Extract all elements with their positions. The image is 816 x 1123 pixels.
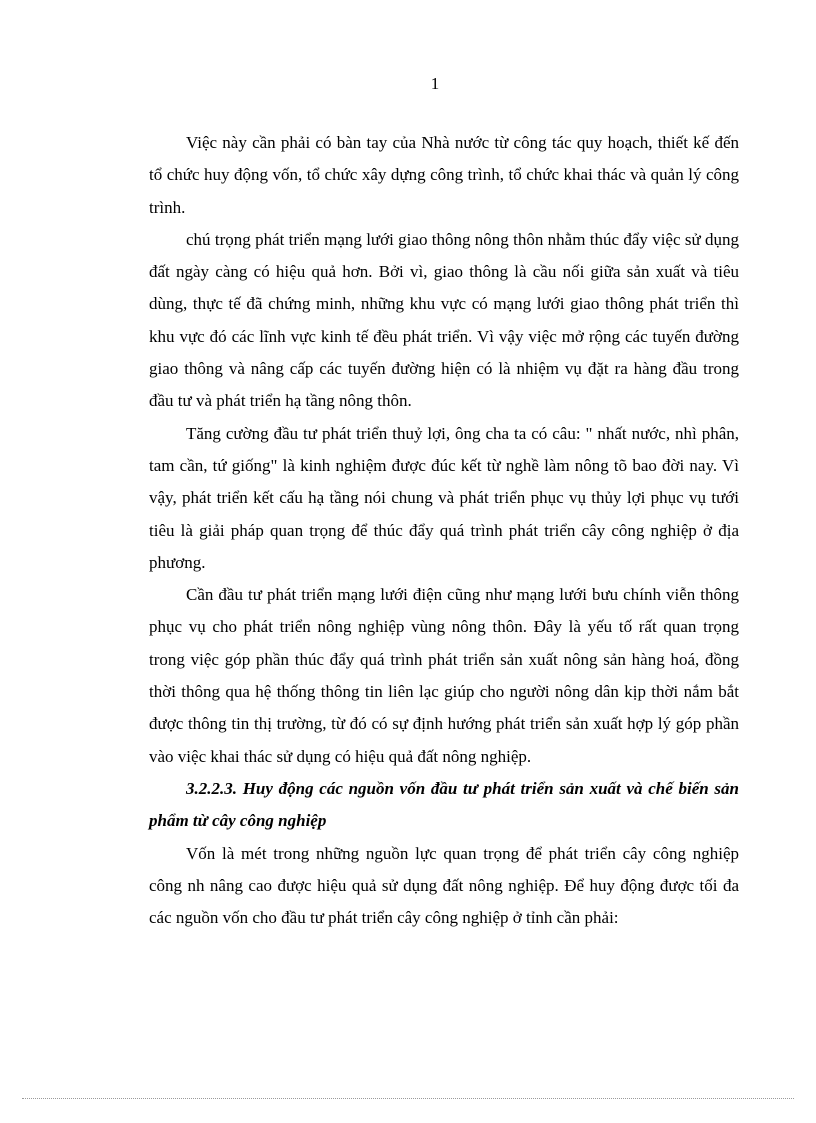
paragraph-irrigation: Tăng cường đầu tư phát triển thuỷ lợi, ông cha ta có câu: " nhất nước, nhì phân, tam cần, tứ giống" là kinh nghiệm được đúc kết từ nghề làm nông tõ bao đời nay. Vì vậy, phát triển kết cấu hạ tầng nói chung và phát triển phục vụ thủy lợi phục vụ tưới tiêu là giải pháp quan trọng để thúc đẩy quá trình phát triển cây công nghiệp ở địa phương. — [149, 423, 739, 572]
paragraph-planning: Việc này cần phải có bàn tay của Nhà nước từ công tác quy hoạch, thiết kế đến tổ chức huy động vốn, tổ chức xây dựng công trình, tổ chức khai thác và quản lý công trình. — [149, 133, 739, 217]
section-heading: 3.2.2.3. Huy động các nguồn vốn đầu tư phát triển sản xuất và chế biến sản phẩm từ cây công nghiệp — [149, 778, 739, 831]
page-number: 1 — [430, 74, 440, 93]
paragraph-transport: chú trọng phát triển mạng lưới giao thông nông thôn nhằm thúc đẩy việc sử dụng đất ngày càng có hiệu quả hơn. Bởi vì, giao thông là cầu nối giữa sản xuất và tiêu dùng, thực tế đã chứng minh, những khu vực có mạng lưới giao thông phát triển thì khu vực đó các lĩnh vực kinh tế đều phát triển. Vì vậy việc mở rộng các tuyến đường giao thông và nâng cấp các tuyến đường hiện có là nhiệm vụ đặt ra hàng đầu trong đầu tư và phát triển hạ tầng nông thôn. — [149, 229, 739, 411]
paragraph-electricity-telecom: Cần đầu tư phát triển mạng lưới điện cũng như mạng lưới bưu chính viễn thông phục vụ cho phát triển nông nghiệp vùng nông thôn. Đây là yếu tố rất quan trọng trong việc góp phần thúc đẩy quá trình phát triển sản xuất nông sản hàng hoá, đồng thời thông qua hệ thống thông tin liên lạc giúp cho người nông dân kịp thời nắm bắt được thông tin thị trường, từ đó có sự định hướng phát triển sản xuất hợp lý góp phần vào việc khai thác sử dụng có hiệu quả đất nông nghiệp. — [149, 585, 739, 766]
body-text — [149, 127, 739, 934]
paragraph-capital: Vốn là mét trong những nguồn lực quan trọng để phát triển cây công nghiệp công nh nâng cao được hiệu quả sử dụng đất nông nghiệp. Để huy động được tối đa các nguồn vốn cho đầu tư phát triển cây công nghiệp ở tỉnh cần phải: — [149, 843, 739, 928]
footer-dotted-rule — [22, 1098, 794, 1099]
